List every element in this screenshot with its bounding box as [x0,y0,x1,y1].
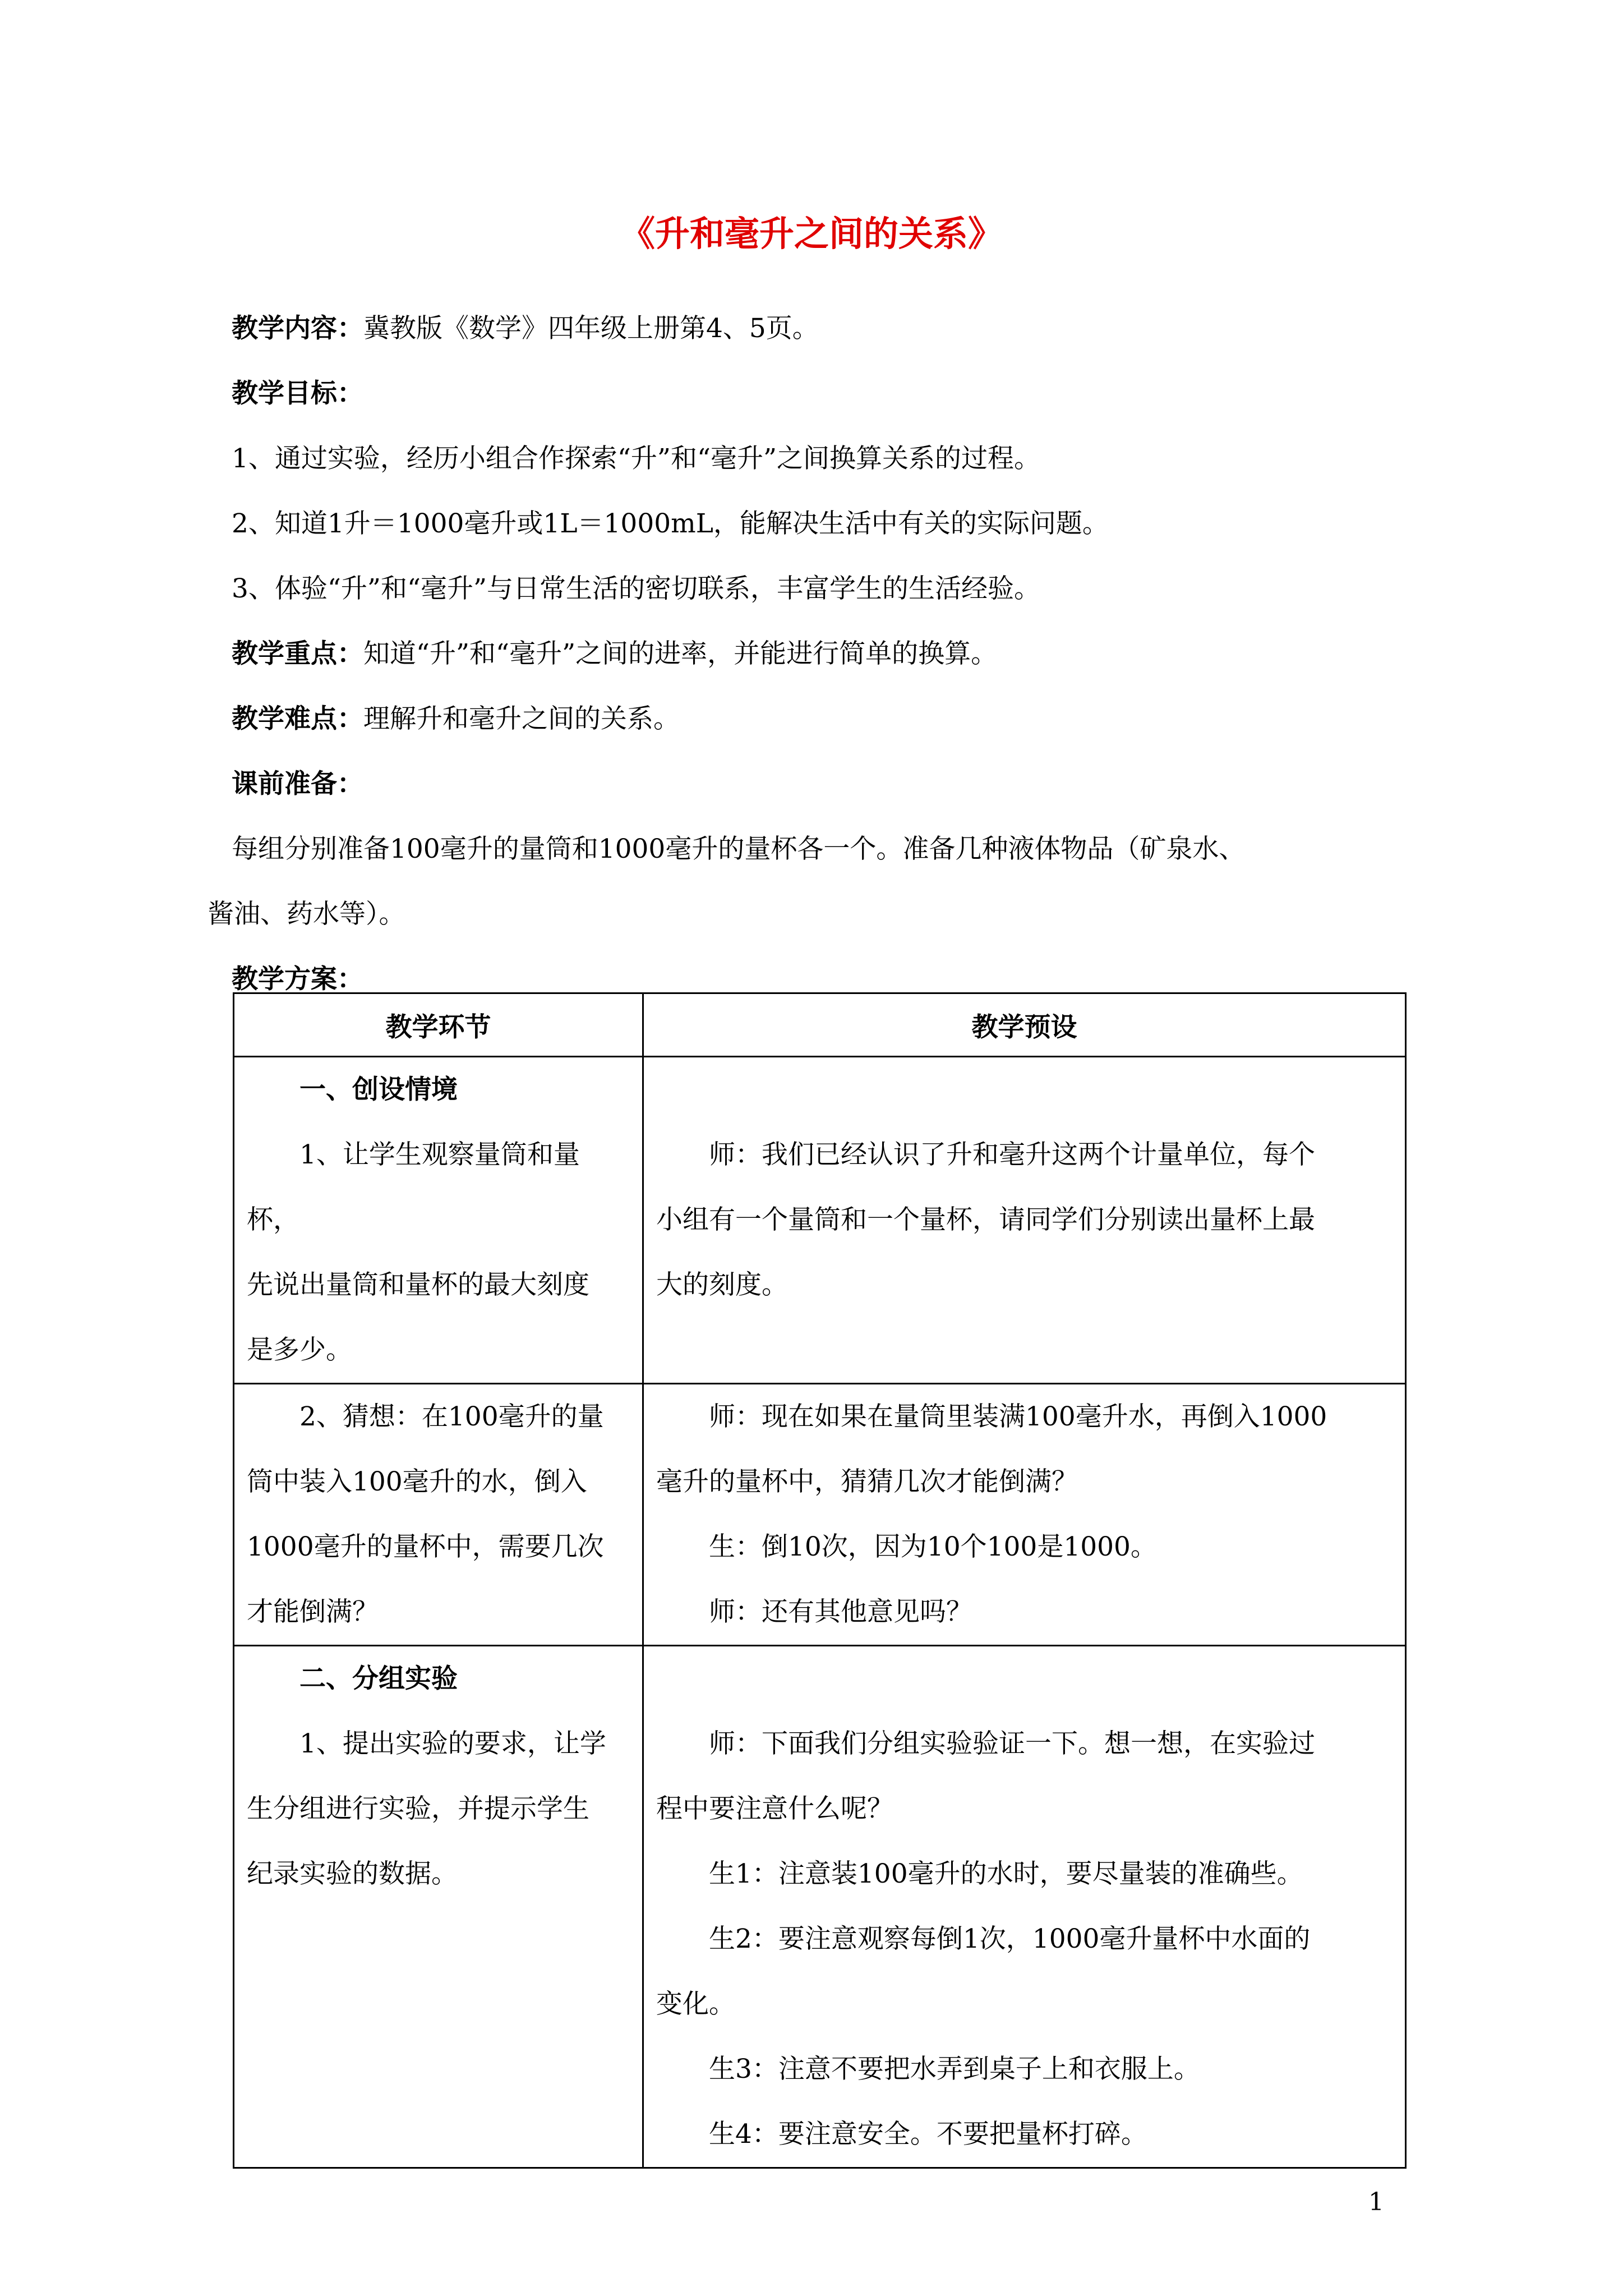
cell-line: 1、提出实验的要求，让学 [299,1728,606,1759]
cell-line: 一、创设情境 [299,1074,458,1105]
prep-heading [232,752,1398,817]
teaching-content-text: 冀教版《数学》四年级上册第4、5页。 [363,313,819,344]
cell-line: 大的刻度。 [656,1269,788,1300]
teaching-content [232,296,1398,361]
row1-left [234,1057,643,1384]
header-preset: 教学预设 [643,993,1406,1057]
header-stage: 教学环节 [234,993,643,1057]
cell-line: 毫升的量杯中，猜猜几次才能倒满？ [656,1466,1078,1497]
page-title: 《升和毫升之间的关系》 [620,213,1003,254]
difficulty-text: 理解升和毫升之间的关系。 [363,703,680,734]
teaching-plan-table [233,992,1407,2169]
cell-line: 1、让学生观察量筒和量杯， [247,1139,580,1235]
cell-line: 变化。 [656,1989,735,2019]
cell-line: 生1：注意装100毫升的水时，要尽量装的准确些。 [709,1858,1303,1889]
cell-line: 小组有一个量筒和一个量杯，请同学们分别读出量杯上最 [656,1204,1315,1235]
cell-line: 2、猜想：在100毫升的量 [299,1401,604,1432]
prep-label: 课前准备： [232,769,363,799]
table-header-row [234,993,1406,1057]
cell-line: 1000毫升的量杯中，需要几次 [247,1531,604,1562]
cell-line [656,1057,1393,1122]
difficulty [232,687,1398,752]
cell-line: 生4：要注意安全。不要把量杯打碎。 [709,2119,1147,2150]
teaching-content-label: 教学内容： [232,313,363,344]
cell-line [656,1646,1393,1711]
objective-3: 3、体验“升”和“毫升”与日常生活的密切联系，丰富学生的生活经验。 [232,573,1041,604]
cell-line: 纪录实验的数据。 [247,1858,458,1889]
cell-line: 筒中装入100毫升的水，倒入 [247,1466,587,1497]
cell-line: 师：现在如果在量筒里装满100毫升水，再倒入1000 [709,1401,1327,1432]
objective-1: 1、通过实验，经历小组合作探索“升”和“毫升”之间换算关系的过程。 [232,443,1041,474]
cell-line: 生分组进行实验，并提示学生 [247,1793,589,1824]
table-row [234,1646,1406,2168]
difficulty-label: 教学难点： [232,703,363,734]
cell-line: 是多少。 [247,1335,352,1365]
cell-line: 师：我们已经认识了升和毫升这两个计量单位，每个 [709,1139,1315,1170]
row2-left [234,1384,643,1646]
table-row [234,1057,1406,1384]
cell-line: 师：下面我们分组实验验证一下。想一想，在实验过 [709,1728,1315,1759]
plan-label: 教学方案： [232,964,363,995]
cell-line: 生3：注意不要把水弄到桌子上和衣服上。 [709,2054,1200,2085]
row1-right [643,1057,1406,1384]
cell-line: 先说出量筒和量杯的最大刻度 [247,1269,589,1300]
cell-line: 生：倒10次，因为10个100是1000。 [709,1531,1157,1562]
row2-right [643,1384,1406,1646]
row3-left [234,1646,643,2168]
teaching-objectives-label: 教学目标： [232,378,363,409]
cell-line: 生2：要注意观察每倒1次，1000毫升量杯中水面的 [709,1924,1311,1954]
teaching-objectives-heading [232,361,1398,426]
cell-line: 二、分组实验 [299,1663,458,1694]
table-row [234,1384,1406,1646]
key-point-text: 知道“升”和“毫升”之间的进率，并能进行简单的换算。 [363,638,998,669]
page-number: 1 [1368,2188,1384,2216]
row3-right [643,1646,1406,2168]
key-point [232,622,1398,687]
objective-2: 2、知道1升＝1000毫升或1L＝1000mL，能解决生活中有关的实际问题。 [232,508,1109,539]
cell-line: 才能倒满？ [247,1596,379,1627]
cell-line: 程中要注意什么呢？ [656,1793,893,1824]
prep-line-2: 酱油、药水等）。 [208,899,405,930]
prep-line-1: 每组分别准备100毫升的量筒和1000毫升的量杯各一个。准备几种液体物品（矿泉水、 [232,834,1246,864]
cell-line: 师：还有其他意见吗？ [709,1596,972,1627]
key-point-label: 教学重点： [232,638,363,669]
